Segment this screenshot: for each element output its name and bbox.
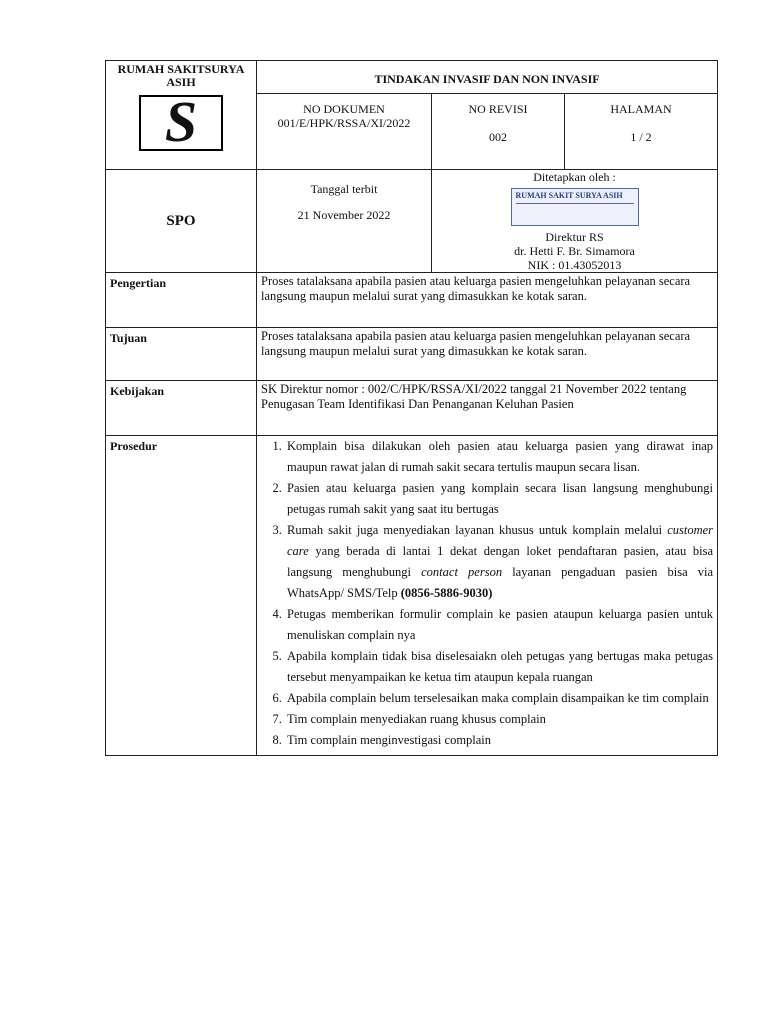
prosedur-step-2: 2. Pasien atau keluarga pasien yang komplain secara lisan langsung menghubungi petugas rumah sakit yang saat itu bertugas	[285, 478, 713, 520]
spo-label: SPO	[106, 170, 257, 273]
prosedur-step-7: 7. Tim complain menyediakan ruang khusus complain	[285, 709, 713, 730]
revision-number: 002	[489, 130, 507, 144]
pengertian-text: Proses tatalaksana apabila pasien atau keluarga pasien mengeluhkan pelayanan secara langsung maupun melalui surat yang dimasukkan ke kotak saran.	[257, 273, 718, 328]
document-title: TINDAKAN INVASIF DAN NON INVASIF	[257, 61, 718, 94]
prosedur-label: Prosedur	[106, 436, 257, 756]
pengertian-label: Pengertian	[106, 273, 257, 328]
prosedur-step-3	[285, 520, 713, 604]
prosedur-step-5: 5. Apabila komplain tidak bisa diselesaiakn oleh petugas yang bertugas maka petugas tersebut menyampaikan ke ketua tim ataupun kepala ruangan	[285, 646, 713, 688]
hospital-logo	[139, 89, 223, 154]
doc-number-label: NO DOKUMEN	[303, 102, 385, 116]
step3-text-c: layanan pengaduan pasien bisa via WhatsApp/ SMS/Telp	[287, 565, 714, 600]
logo-letter: S	[164, 89, 198, 154]
director-name: dr. Hetti F. Br. Simamora	[514, 244, 635, 258]
page-cell	[565, 94, 718, 170]
kebijakan-text: SK Direktur nomor : 002/C/HPK/RSSA/XI/2022 tanggal 21 November 2022 tentang Penugasan Team Identifikasi Dan Penanganan Keluhan Pasien	[257, 381, 718, 436]
hospital-cell	[106, 61, 257, 170]
step3-text-a: Rumah sakit juga menyediakan layanan khusus untuk komplain melalui	[287, 523, 668, 537]
director-nik: NIK : 01.43052013	[527, 258, 622, 272]
spo-document	[105, 60, 717, 756]
doc-number-cell	[257, 94, 432, 170]
director-title: Direktur RS	[545, 230, 604, 244]
prosedur-step-1: 1. Komplain bisa dilakukan oleh pasien atau keluarga pasien yang dirawat inap maupun rawat jalan di rumah sakit secara tertulis maupun secara lisan.	[285, 436, 713, 478]
prosedur-step-6: 6. Apabila complain belum terselesaikan maka complain disampaikan ke tim complain	[285, 688, 713, 709]
prosedur-list	[257, 436, 717, 755]
prosedur-step-8: 8. Tim complain menginvestigasi complain	[285, 730, 713, 751]
revision-label: NO REVISI	[468, 102, 528, 116]
customer-care-term: customer care	[287, 523, 714, 558]
approval-cell	[432, 170, 718, 273]
page-label: HALAMAN	[610, 102, 672, 116]
kebijakan-label: Kebijakan	[106, 381, 257, 436]
step3-text-b: yang berada di lantai 1 dekat dengan loket pendaftaran pasien, atau bisa langsung menghubungi	[287, 544, 714, 579]
terbit-label: Tanggal terbit	[310, 182, 378, 196]
tujuan-text: Proses tatalaksana apabila pasien atau keluarga pasien mengeluhkan pelayanan secara langsung maupun melalui surat yang dimasukkan ke kotak saran.	[257, 328, 718, 381]
phone-number: (0856-5886-9030)	[400, 586, 493, 600]
terbit-cell	[257, 170, 432, 273]
tujuan-label: Tujuan	[106, 328, 257, 381]
ditetapkan-label: Ditetapkan oleh :	[533, 170, 616, 184]
hospital-name: RUMAH SAKITSURYA ASIH	[117, 62, 245, 89]
spo-table	[105, 60, 718, 756]
doc-number: 001/E/HPK/RSSA/XI/2022	[277, 116, 411, 130]
stamp-text: RUMAH SAKIT SURYA ASIH	[515, 191, 623, 200]
hospital-stamp	[511, 188, 639, 226]
prosedur-step-4: 4. Petugas memberikan formulir complain ke pasien ataupun keluarga pasien untuk menuliskan complain nya	[285, 604, 713, 646]
terbit-date: 21 November 2022	[297, 208, 391, 222]
page-number: 1 / 2	[630, 130, 652, 144]
prosedur-cell	[257, 436, 718, 756]
contact-person-term: contact person	[421, 565, 503, 579]
revision-cell	[432, 94, 565, 170]
